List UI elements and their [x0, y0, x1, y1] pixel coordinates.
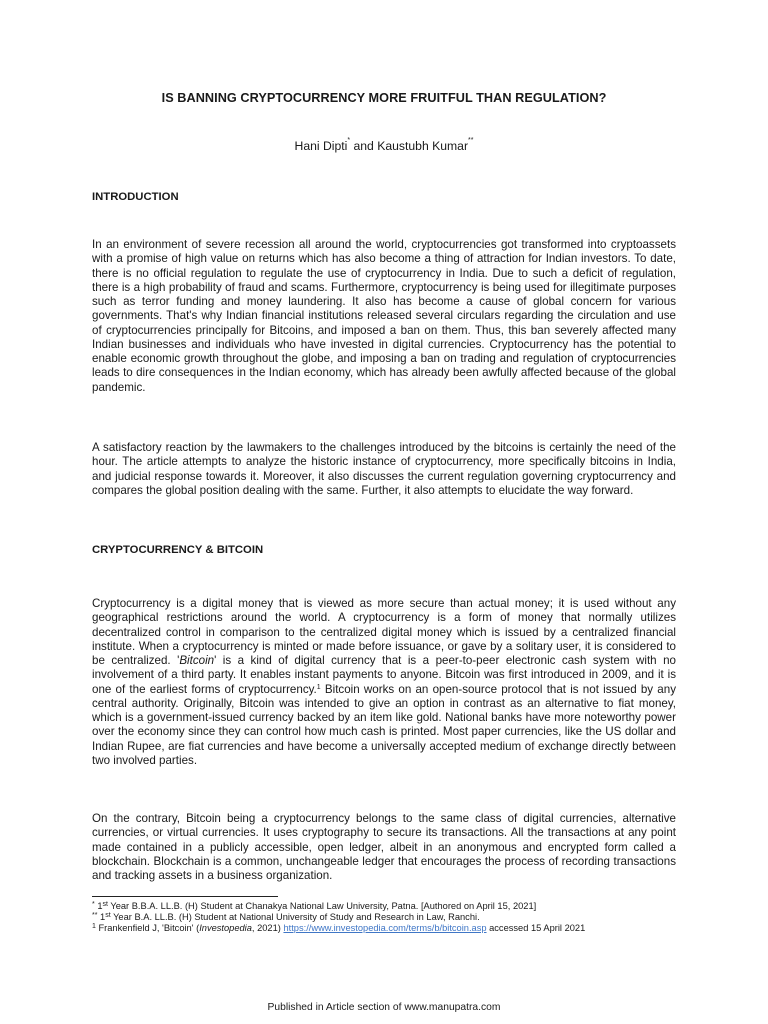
- paragraph: [92, 597, 676, 768]
- emphasis-term: Bitcoin: [179, 654, 215, 667]
- footnote-text: Frankenfield J, 'Bitcoin' (: [95, 923, 200, 933]
- section-heading: INTRODUCTION: [92, 191, 179, 203]
- footnote-text: 1: [100, 912, 106, 922]
- author-connector: and: [350, 139, 378, 153]
- author-name: Kaustubh Kumar: [377, 139, 469, 153]
- footnote-text: , 2021): [251, 923, 284, 933]
- footnote-text: Year B.A. LL.B. (H) Student at National University of Study and Research in Law, Ranchi.: [110, 912, 480, 922]
- footnote-text: Year B.B.A. LL.B. (H) Student at Chanakya National Law University, Patna. [Authored on April 15, 2021]: [107, 901, 537, 911]
- publication-footer: Published in Article section of www.manupatra.com: [267, 1002, 501, 1013]
- paragraph-text: ' is a kind of digital currency that is a peer-to-peer electronic cash system with no involvement of a third party. It enables instant payments to anyone. Bitcoin was first introduced in 2009, and it is one of the earliest forms of cryptocurrency.: [92, 654, 676, 696]
- footnote-reference[interactable]: 1: [316, 683, 321, 691]
- footnote-text: accessed 15 April 2021: [486, 923, 586, 933]
- author-name: Hani Dipti: [294, 139, 348, 153]
- section-heading: CRYPTOCURRENCY & BITCOIN: [92, 544, 264, 556]
- footnote-marker[interactable]: **: [468, 137, 474, 144]
- article-title: IS BANNING CRYPTOCURRENCY MORE FRUITFUL THAN REGULATION?: [161, 91, 607, 105]
- footnote-marker: **: [92, 912, 98, 919]
- publication-name: Investopedia: [199, 923, 252, 933]
- footnote-text: 1: [97, 901, 103, 911]
- footnote: [92, 923, 692, 934]
- footnote: [92, 901, 692, 912]
- paragraph-text: Cryptocurrency is a digital money that is viewed as more secure than actual money; it is used without any geographical restrictions around the world. A cryptocurrency is a form of money that normally utilizes decentralized control in comparison to the centralized digital money which is issued by a centralized financial institute. When a cryptocurrency is minted or made before issuance, or gave by a solitary user, it is considered to be centralized. ': [92, 597, 676, 667]
- footnote-separator: [92, 896, 278, 897]
- reference-link[interactable]: https://www.investopedia.com/terms/b/bitcoin.asp: [283, 923, 487, 933]
- ordinal-suffix: st: [105, 912, 111, 919]
- footnote-marker[interactable]: *: [347, 137, 351, 144]
- paragraph: In an environment of severe recession all around the world, cryptocurrencies got transformed into cryptoassets with a promise of high value on returns which has also become a thing of attraction for Indian investors. To date, there is no official regulation to regulate the use of cryptocurrency in India. Due to such a deficit of regulation, there is a high probability of fraud and scams. Furthermore, cryptocurrency is being used for illegitimate purposes such as terror funding and money laundering. It also has become a cause of global concern for various governments. That's why Indian financial institutions released several circulars regarding the circulation and use of cryptocurrencies principally for Bitcoins, and imposed a ban on them. Thus, this ban severely affected many Indian businesses and individuals who have invested in digital currencies. Cryptocurrency has the potential to enable economic growth throughout the globe, and imposing a ban on trading and regulation of cryptocurrencies leads to dire consequences in the Indian economy, which has already been awfully affected because of the global pandemic.: [92, 238, 676, 394]
- paragraph: On the contrary, Bitcoin being a cryptocurrency belongs to the same class of digital currencies, alternative currencies, or virtual currencies. It uses cryptography to secure its transactions. All the transactions at any point made contained in a publicly accessible, open ledger, albeit in an anonymous and encrypted form called a blockchain. Blockchain is a common, unchangeable ledger that encourages the process of recording transactions and tracking assets in a business organization.: [92, 812, 676, 882]
- author-line: [92, 139, 676, 153]
- ordinal-suffix: st: [102, 901, 108, 908]
- footnote: [92, 912, 692, 923]
- footnote-marker: *: [92, 901, 95, 908]
- footnote-marker: 1: [92, 923, 96, 930]
- paragraph-text: Bitcoin works on an open-source protocol that is not issued by any central authority. Originally, Bitcoin was intended to give an option in contrast as an alternative to fiat money, which is a government-issued currency backed by an item like gold. National banks have more noteworthy power over the economy since they can control how much cash is printed. Most paper currencies, like the US dollar and Indian Rupee, are fiat currencies and have become a universally accepted medium of exchange directly between two involved parties.: [92, 682, 676, 767]
- paragraph: A satisfactory reaction by the lawmakers to the challenges introduced by the bitcoins is certainly the need of the hour. The article attempts to analyze the historic instance of cryptocurrency, more specifically bitcoins in India, and judicial response towards it. Moreover, it also discusses the current regulation governing cryptocurrency and compares the global position dealing with the same. Further, it also attempts to elucidate the way forward.: [92, 441, 676, 497]
